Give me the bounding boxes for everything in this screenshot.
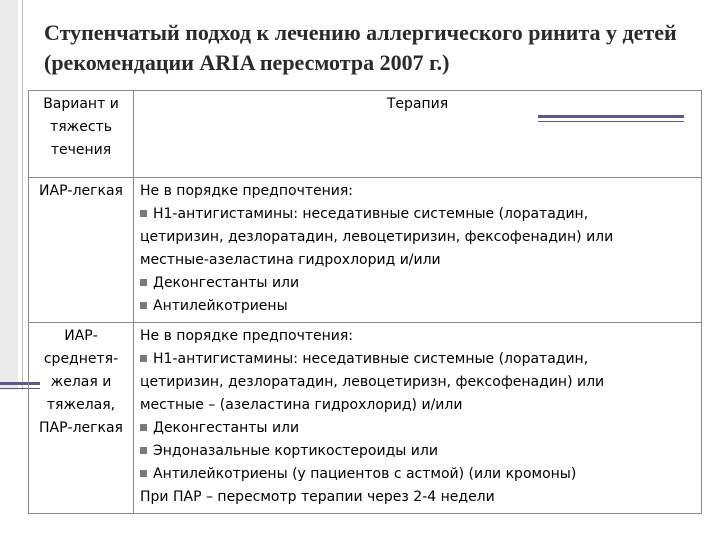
therapy-line: Антилейкотриены (у пациентов с астмой) (или кромоны) (140, 463, 695, 486)
therapy-table (28, 90, 702, 514)
therapy-line: Эндоназальные кортикостероиды или (140, 440, 695, 463)
therapy-line: местные – (азеластина гидрохлорид) и/или (140, 397, 463, 413)
variant-line: среднетя- (43, 351, 119, 367)
variant-cell (29, 323, 134, 514)
square-bullet-icon (140, 447, 147, 454)
square-bullet-icon (140, 210, 147, 217)
therapy-line: цетиризин, дезлоратадин, левоцетиризн, фексофенадин) или (140, 374, 605, 390)
square-bullet-icon (140, 424, 147, 431)
square-bullet-icon (140, 302, 147, 309)
therapy-line: Не в порядке предпочтения: (140, 328, 354, 344)
therapy-line: цетиризин, дезлоратадин, левоцетиризин, фексофенадин) или (140, 229, 614, 245)
square-bullet-icon (140, 470, 147, 477)
slide-title: Ступенчатый подход к лечению аллергического ринита у детей (рекомендации ARIA пересмотра 2007 г.) (44, 20, 677, 75)
header-therapy-cell: Терапия (134, 91, 702, 178)
variant-line: ИАР- (64, 328, 98, 344)
therapy-cell (134, 323, 702, 514)
header-variant-line: Вариант и (43, 96, 119, 112)
variant-line: ПАР-легкая (39, 420, 123, 436)
variant-line: желая и (50, 374, 112, 390)
table-row (29, 323, 702, 514)
therapy-line: При ПАР – пересмотр терапии через 2-4 недели (140, 489, 495, 505)
square-bullet-icon (140, 355, 147, 362)
left-decor-bar (0, 0, 18, 390)
therapy-line: Деконгестанты или (140, 417, 695, 440)
header-variant-line: течения (50, 142, 112, 158)
variant-line: тяжелая, (46, 397, 116, 413)
variant-line: ИАР-легкая (39, 183, 123, 199)
therapy-line: Антилейкотриены (140, 295, 695, 318)
therapy-line: Н1-антигистамины: неседативные системные (лоратадин, (140, 348, 695, 371)
table-row (29, 178, 702, 323)
therapy-line: Деконгестанты или (140, 272, 695, 295)
square-bullet-icon (140, 279, 147, 286)
therapy-line: Н1-антигистамины: неседативные системные (лоратадин, (140, 203, 695, 226)
variant-cell (29, 178, 134, 323)
header-variant-cell (29, 91, 134, 178)
header-variant-line: тяжесть (50, 119, 112, 135)
table-header-row (29, 91, 702, 178)
decor-vertical-line (22, 0, 23, 390)
therapy-cell (134, 178, 702, 323)
therapy-line: местные-азеластина гидрохлорид и/или (140, 252, 441, 268)
therapy-line: Не в порядке предпочтения: (140, 183, 354, 199)
